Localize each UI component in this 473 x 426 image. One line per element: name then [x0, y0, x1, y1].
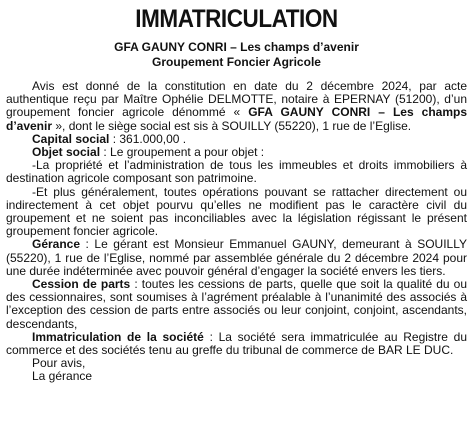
notice-title: IMMATRICULATION [135, 5, 338, 33]
constitution-text-end: », dont le siège social est sis à SOUILLY (55220), 1 rue de l’Eglise. [52, 118, 412, 133]
capital-value: : 361.000,00 . [109, 131, 187, 146]
constitution-text-start: Avis est donné de la constitution en date du 2 décembre 2024, par acte authentique reçu par Maître Ophélie DELMOTTE, notaire à EPERNAY (51200), d’un groupement foncier agricole dénommé « [6, 79, 467, 120]
company-name-inline: GFA GAUNY CONRI – Les champs d’avenir [6, 105, 467, 133]
closing-line: Pour avis, [32, 356, 86, 371]
objet-item-1: -La propriété et l’administration de tous les immeubles et droits immobiliers à destination agricole composant son patrimoine. [6, 158, 467, 186]
immatriculation-value: : La société sera immatriculée au Registre du commerce et des sociétés tenu au greffe du tribunal de commerce de BAR LE DUC. [6, 329, 467, 358]
cession-value: : toutes les cessions de parts, quelle que soit la qualité du ou des cessionnaires, sont soumises à l’agrément préalable à l’unanimité des associés à l’exception des cession de parts entre associés ou leur conjoint, conjoint, ascendants, descendants, [6, 277, 468, 331]
constitution-paragraph [6, 80, 467, 133]
gerance-label: Gérance [32, 237, 81, 252]
capital-label: Capital social [32, 131, 110, 146]
cession-label: Cession de parts [32, 277, 131, 292]
immatriculation-label: Immatriculation de la société [32, 329, 204, 344]
objet-value: : Le groupement a pour objet : [100, 145, 265, 160]
signature-line: La gérance [32, 369, 93, 384]
objet-label: Objet social [32, 145, 101, 160]
gerance-paragraph [6, 238, 467, 278]
objet-item-2: -Et plus généralement, toutes opérations pouvant se rattacher directement ou indirectement à cet objet pourvu qu’elles ne modifient pas le caractère civil du groupement et ne soient pas inconciliables avec la législation régissant le présent groupement foncier agricole. [6, 184, 467, 239]
company-name-heading: GFA GAUNY CONRI – Les champs d’avenir [114, 40, 359, 54]
gerance-value: : Le gérant est Monsieur Emmanuel GAUNY, demeurant à SOUILLY (55220), 1 rue de l’Eglise, nommé par assemblée générale du 2 décembre 2024 pour une durée indéterminée avec pouvoir général d’engager la société envers les tiers. [6, 237, 467, 278]
company-type-heading: Groupement Foncier Agricole [152, 55, 321, 69]
immatriculation-paragraph [6, 331, 467, 357]
cession-paragraph [6, 278, 467, 331]
notice-subtitle [6, 40, 467, 70]
notice-body [6, 80, 467, 384]
legal-notice [6, 4, 467, 384]
